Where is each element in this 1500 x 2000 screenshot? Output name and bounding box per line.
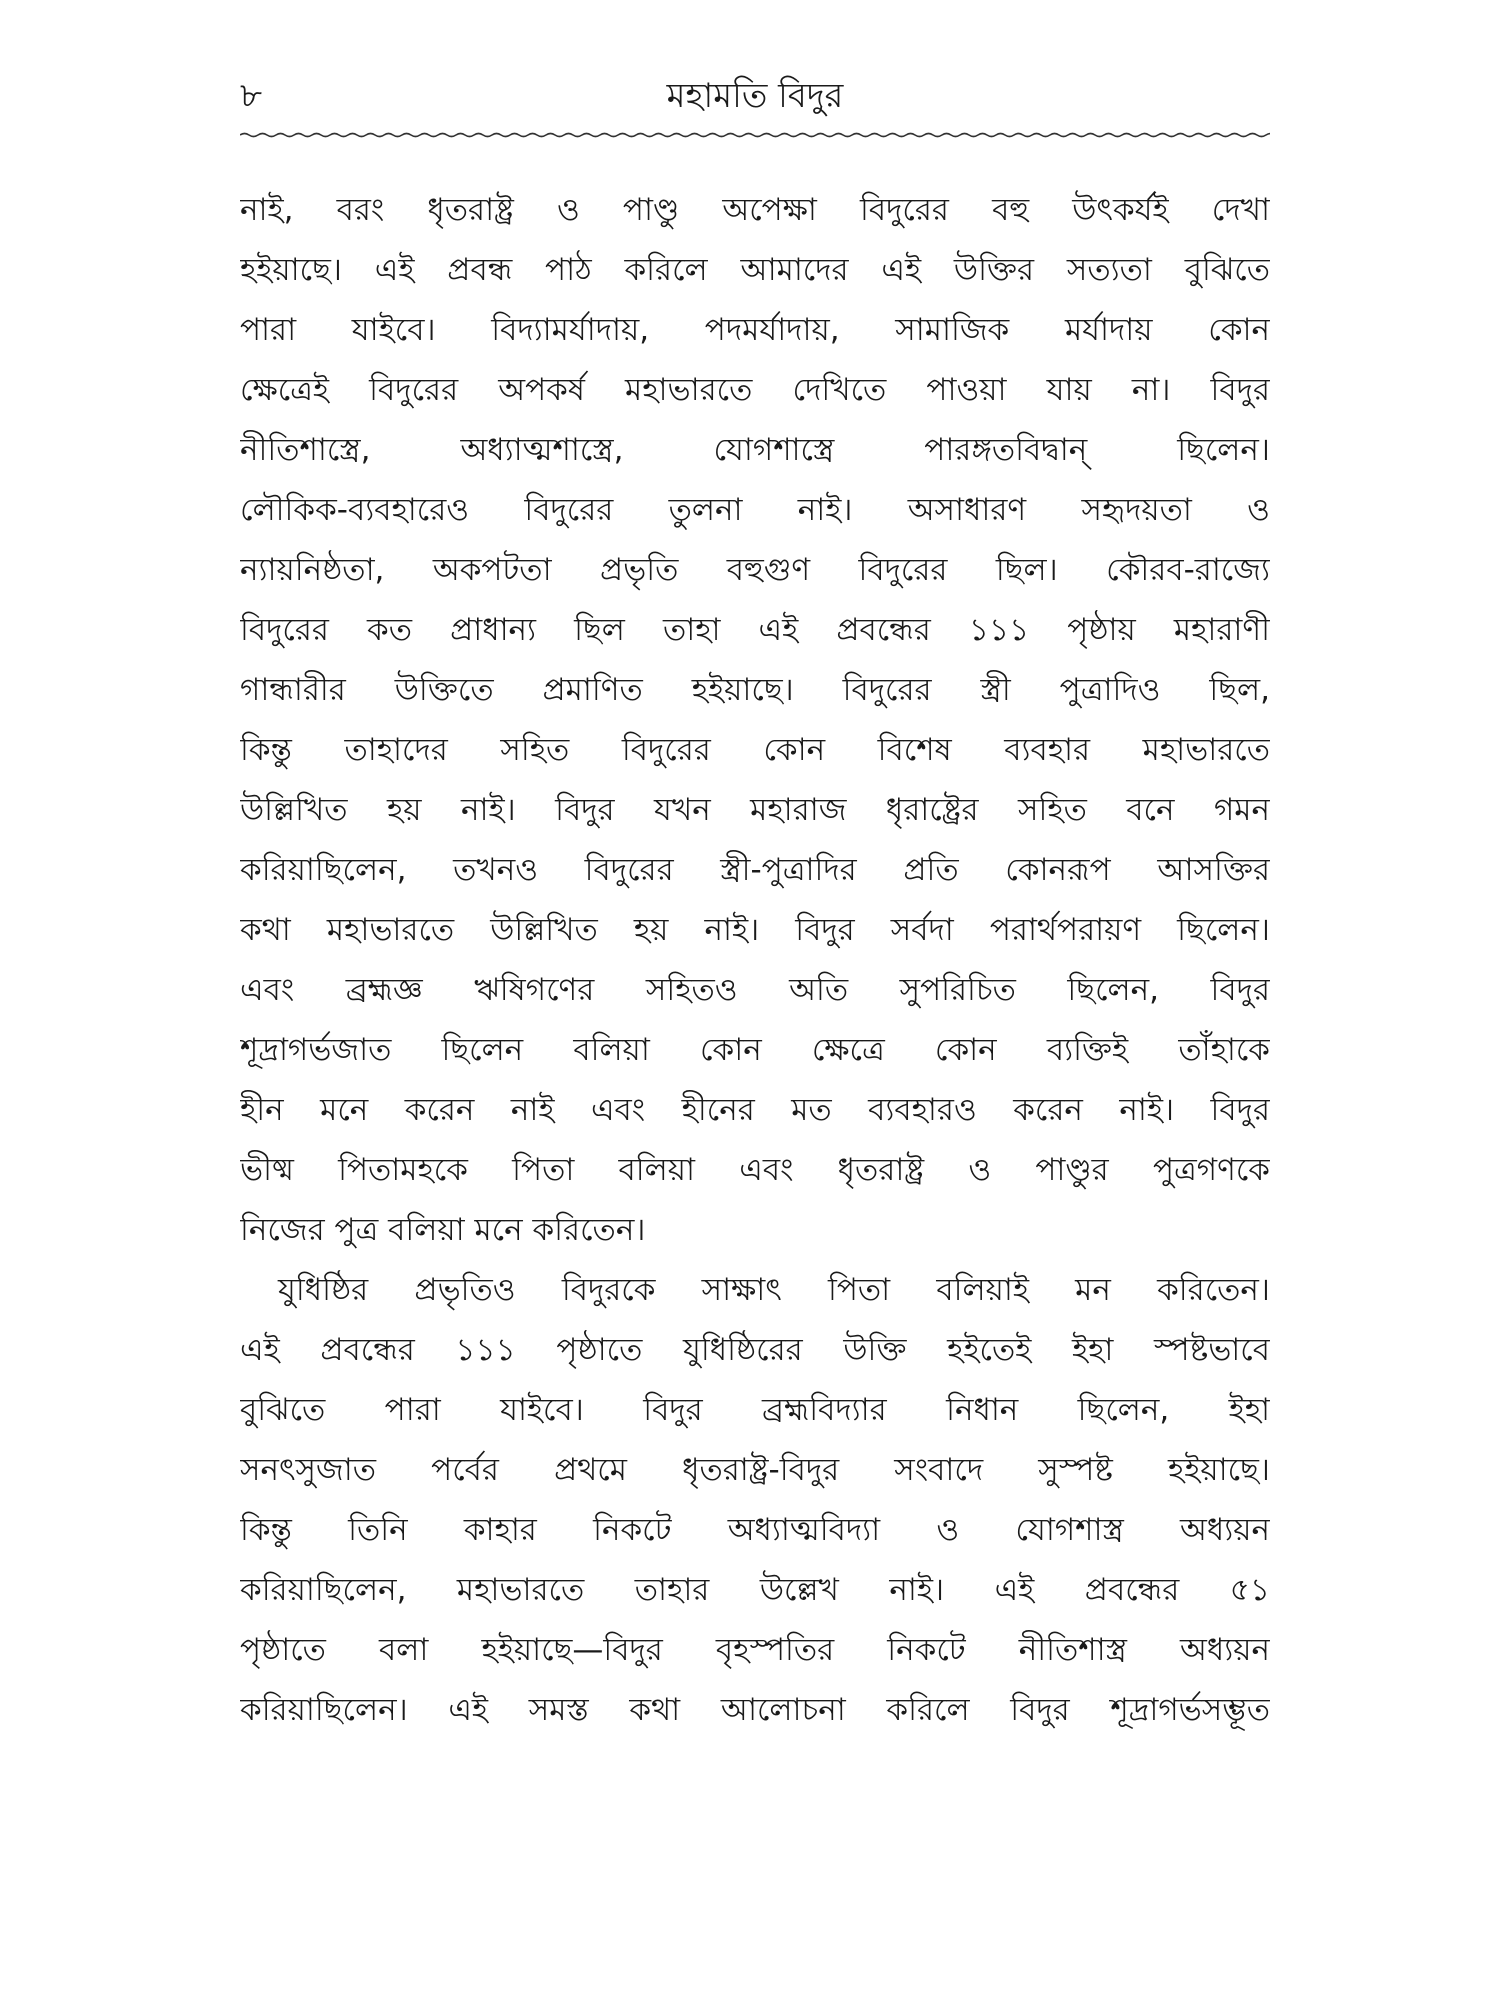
paragraph-2 — [240, 1260, 1270, 1740]
page-number: ৮ — [240, 76, 263, 116]
text-line: নিজের পুত্র বলিয়া মনে করিতেন। — [240, 1212, 646, 1248]
wavy-rule-graphic — [240, 128, 1270, 142]
text-line: কিন্তু তাহাদের সহিত বিদুরের কোন বিশেষ ব্যবহার মহাভারতে — [240, 732, 1270, 768]
text-line: বুঝিতে পারা যাইবে। বিদুর ব্রহ্মবিদ্যার নিধান ছিলেন, ইহা — [240, 1392, 1270, 1428]
text-line: হইয়াছে। এই প্রবন্ধ পাঠ করিলে আমাদের এই উক্তির সত্যতা বুঝিতে — [240, 252, 1270, 288]
text-line: কিন্তু তিনি কাহার নিকটে অধ্যাত্মবিদ্যা ও যোগশাস্ত্র অধ্যয়ন — [240, 1512, 1270, 1548]
paragraph-1 — [240, 180, 1270, 1260]
text-line: করিয়াছিলেন, মহাভারতে তাহার উল্লেখ নাই। এই প্রবন্ধের ৫১ — [240, 1572, 1270, 1608]
text-line: সনৎসুজাত পর্বের প্রথমে ধৃতরাষ্ট্র-বিদুর সংবাদে সুস্পষ্ট হইয়াছে। — [240, 1452, 1270, 1488]
text-line: এবং ব্রহ্মজ্ঞ ঋষিগণের সহিতও অতি সুপরিচিত ছিলেন, বিদুর — [240, 972, 1270, 1008]
text-line: নীতিশাস্ত্রে, অধ্যাত্মশাস্ত্রে, যোগশাস্ত্রে পারঙ্গতবিদ্বান্ ছিলেন। — [240, 432, 1270, 468]
body-text — [240, 180, 1270, 1740]
text-line: গান্ধারীর উক্তিতে প্রমাণিত হইয়াছে। বিদুরের স্ত্রী পুত্রাদিও ছিল, — [240, 672, 1270, 708]
text-line: হীন মনে করেন নাই এবং হীনের মত ব্যবহারও করেন নাই। বিদুর — [240, 1092, 1270, 1128]
text-line: শূদ্রাগর্ভজাত ছিলেন বলিয়া কোন ক্ষেত্রে কোন ব্যক্তিই তাঁহাকে — [240, 1032, 1270, 1068]
text-line: নাই, বরং ধৃতরাষ্ট্র ও পাণ্ডু অপেক্ষা বিদুরের বহু উৎকর্যই দেখা — [240, 192, 1270, 228]
text-line: পারা যাইবে। বিদ্যামর্যাদায়, পদমর্যাদায়, সামাজিক মর্যাদায় কোন — [240, 312, 1270, 348]
text-line: যুধিষ্ঠির প্রভৃতিও বিদুরকে সাক্ষাৎ পিতা বলিয়াই মন করিতেন। — [278, 1272, 1270, 1308]
running-title: মহামতি বিদুর — [666, 76, 844, 116]
text-line: উল্লিখিত হয় নাই। বিদুর যখন মহারাজ ধৃরাষ্ট্রের সহিত বনে গমন — [240, 792, 1270, 828]
text-line: ভীষ্ম পিতামহকে পিতা বলিয়া এবং ধৃতরাষ্ট্র ও পাণ্ডুর পুত্রগণকে — [240, 1152, 1270, 1188]
text-line: ন্যায়নিষ্ঠতা, অকপটতা প্রভৃতি বহুগুণ বিদুরের ছিল। কৌরব-রাজ্যে — [240, 552, 1270, 588]
text-line: কথা মহাভারতে উল্লিখিত হয় নাই। বিদুর সর্বদা পরার্থপরায়ণ ছিলেন। — [240, 912, 1270, 948]
wavy-header-rule — [240, 128, 1270, 142]
text-line: এই প্রবন্ধের ১১১ পৃষ্ঠাতে যুধিষ্ঠিরের উক্তি হইতেই ইহা স্পষ্টভাবে — [240, 1332, 1270, 1368]
page-header — [240, 70, 1270, 130]
text-line: পৃষ্ঠাতে বলা হইয়াছে—বিদুর বৃহস্পতির নিকটে নীতিশাস্ত্র অধ্যয়ন — [240, 1632, 1270, 1668]
text-line: বিদুরের কত প্রাধান্য ছিল তাহা এই প্রবন্ধের ১১১ পৃষ্ঠায় মহারাণী — [240, 612, 1270, 648]
text-line: লৌকিক-ব্যবহারেও বিদুরের তুলনা নাই। অসাধারণ সহৃদয়তা ও — [240, 492, 1270, 528]
text-line: করিয়াছিলেন, তখনও বিদুরের স্ত্রী-পুত্রাদির প্রতি কোনরূপ আসক্তির — [240, 852, 1270, 888]
text-line: করিয়াছিলেন। এই সমস্ত কথা আলোচনা করিলে বিদুর শূদ্রাগর্ভসম্ভূত — [240, 1692, 1270, 1728]
text-line: ক্ষেত্রেই বিদুরের অপকর্ষ মহাভারতে দেখিতে পাওয়া যায় না। বিদুর — [240, 372, 1270, 408]
